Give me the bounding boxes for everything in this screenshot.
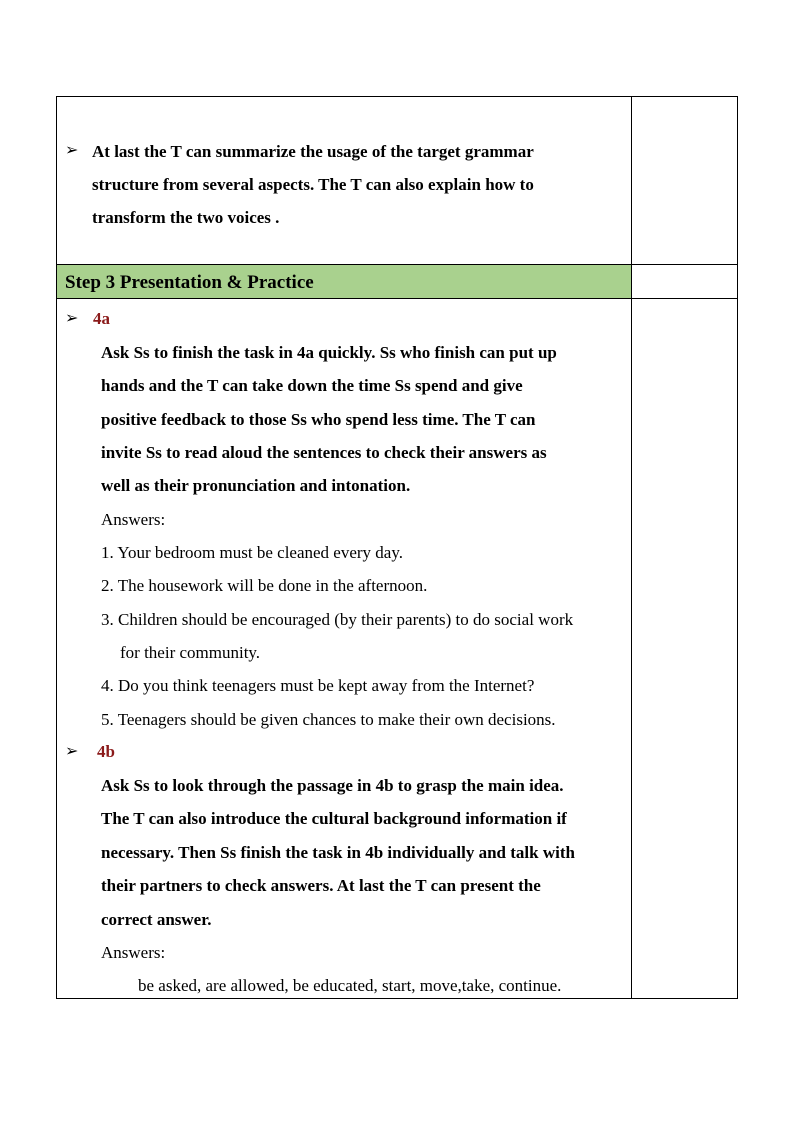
task-4a-line: hands and the T can take down the time Ss spend and give	[101, 376, 523, 395]
answer-item-continued: for their community.	[120, 643, 261, 662]
answers-label: Answers:	[101, 510, 166, 529]
answers-label: Answers:	[101, 943, 166, 962]
answer-item: 3. Children should be encouraged (by their parents) to do social work	[101, 610, 574, 629]
task-4b-line: their partners to check answers. At last the T can present the	[101, 876, 541, 895]
answer-item: 4. Do you think teenagers must be kept away from the Internet?	[101, 676, 535, 695]
top-cell-line: At last the T can summarize the usage of the target grammar	[92, 142, 534, 161]
task-4a-line: well as their pronunciation and intonation.	[101, 476, 411, 495]
task-4b-line: correct answer.	[101, 910, 212, 929]
task-label-4a: 4a	[93, 309, 110, 328]
answer-item: 2. The housework will be done in the afternoon.	[101, 576, 428, 595]
answer-item: 5. Teenagers should be given chances to make their own decisions.	[101, 710, 556, 729]
arrow-bullet-icon: ➢	[65, 310, 79, 327]
arrow-bullet-icon: ➢	[65, 743, 79, 760]
top-cell-line: structure from several aspects. The T can also explain how to	[92, 175, 534, 194]
top-cell-line: transform the two voices .	[92, 208, 280, 227]
step-title: Step 3 Presentation & Practice	[65, 272, 314, 293]
lesson-plan-table	[56, 96, 738, 999]
answer-item: 1. Your bedroom must be cleaned every day.	[101, 543, 403, 562]
task-label-4b: 4b	[97, 742, 115, 761]
answer-item: be asked, are allowed, be educated, start, move,take, continue.	[138, 976, 562, 995]
task-4a-line: positive feedback to those Ss who spend less time. The T can	[101, 410, 536, 429]
column-divider	[631, 97, 632, 998]
task-4b-line: necessary. Then Ss finish the task in 4b individually and talk with	[101, 843, 575, 862]
task-4a-line: Ask Ss to finish the task in 4a quickly. Ss who finish can put up	[101, 343, 557, 362]
task-4a-line: invite Ss to read aloud the sentences to check their answers as	[101, 443, 547, 462]
task-4b-line: The T can also introduce the cultural background information if	[101, 809, 567, 828]
task-4b-line: Ask Ss to look through the passage in 4b to grasp the main idea.	[101, 776, 564, 795]
arrow-bullet-icon: ➢	[65, 142, 79, 159]
row-divider	[57, 298, 737, 299]
